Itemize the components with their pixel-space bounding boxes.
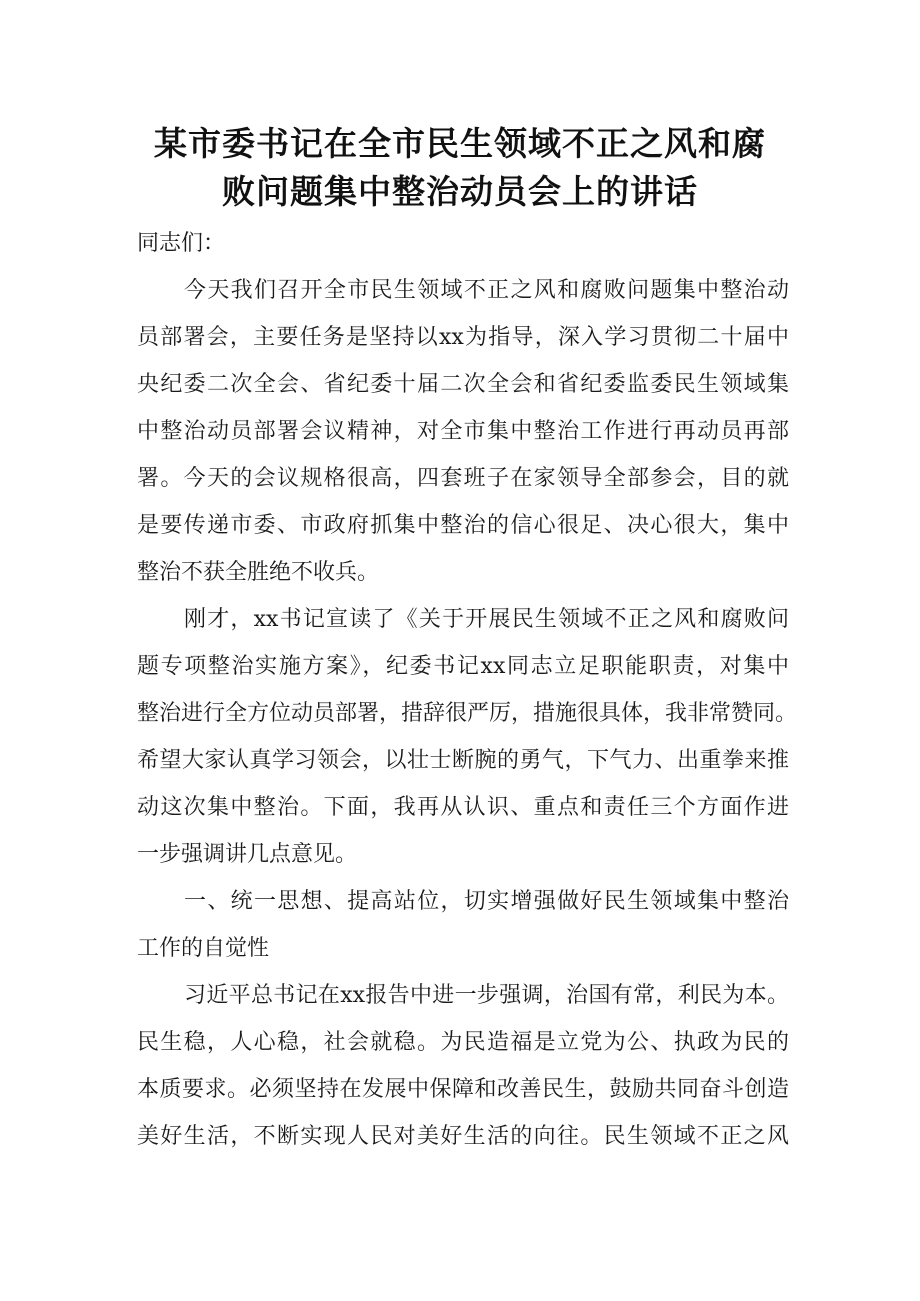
- paragraph-1-line: 中整治动员部署会议精神，对全市集中整治工作进行再动员再部: [137, 419, 789, 444]
- paragraph-2-line: 题专项整治实施方案》，纪委书记xx同志立足职能职责，对集中: [137, 654, 789, 679]
- paragraph-1-line: 整治不获全胜绝不收兵。: [137, 560, 380, 585]
- paragraph-1-line: 央纪委二次全会、省纪委十届二次全会和省纪委监委民生领域集: [137, 372, 789, 397]
- section-heading-line: 工作的自觉性: [137, 936, 270, 961]
- paragraph-2-line: 刚才，xx书记宣读了《关于开展民生领域不正之风和腐败问: [184, 607, 789, 632]
- paragraph-3-line: 美好生活，不断实现人民对美好生活的向往。民生领域不正之风: [137, 1124, 789, 1149]
- paragraph-3-line: 习近平总书记在xx报告中进一步强调，治国有常，利民为本。: [184, 983, 789, 1008]
- salutation: 同志们：: [137, 231, 226, 256]
- paragraph-1-line: 今天我们召开全市民生领域不正之风和腐败问题集中整治动: [184, 278, 789, 303]
- paragraph-1-line: 署。今天的会议规格很高，四套班子在家领导全部参会，目的就: [137, 466, 789, 491]
- paragraph-1-line: 是要传递市委、市政府抓集中整治的信心很足、决心很大，集中: [137, 513, 789, 538]
- paragraph-2-line: 动这次集中整治。下面，我再从认识、重点和责任三个方面作进: [137, 795, 789, 820]
- paragraph-2-line: 希望大家认真学习领会，以壮士断腕的勇气，下气力、出重拳来推: [137, 748, 789, 773]
- section-heading-line: 一、统一思想、提高站位，切实增强做好民生领域集中整治: [184, 889, 789, 914]
- paragraph-2-line: 一步强调讲几点意见。: [137, 842, 358, 867]
- paragraph-3-line: 本质要求。必须坚持在发展中保障和改善民生，鼓励共同奋斗创造: [137, 1077, 789, 1102]
- paragraph-2-line: 整治进行全方位动员部署，措辞很严厉，措施很具体，我非常赞同。: [137, 701, 798, 726]
- document-title-line-2: 败问题集中整治动员会上的讲话: [222, 172, 698, 211]
- paragraph-3-line: 民生稳，人心稳，社会就稳。为民造福是立党为公、执政为民的: [137, 1030, 789, 1055]
- document-title-line-1: 某市委书记在全市民生领域不正之风和腐: [154, 124, 766, 163]
- paragraph-1-line: 员部署会，主要任务是坚持以xx为指导，深入学习贯彻二十届中: [137, 325, 789, 350]
